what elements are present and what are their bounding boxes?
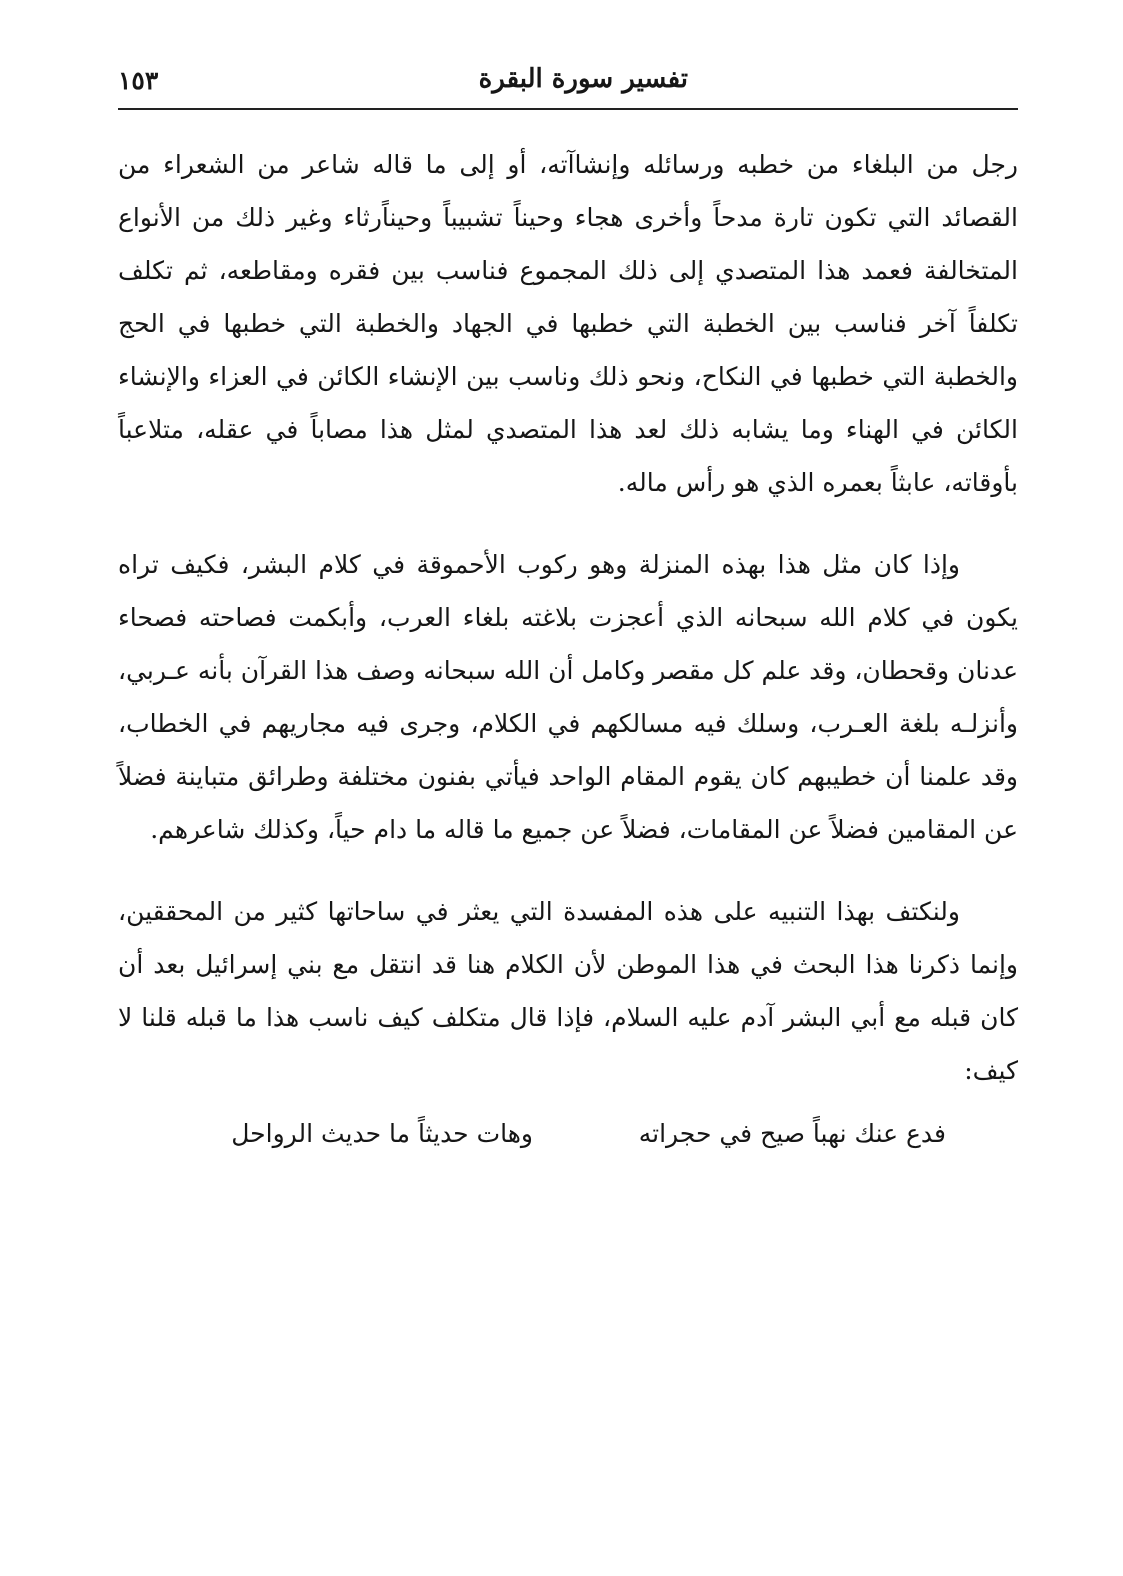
paragraph-3: ولنكتف بهذا التنبيه على هذه المفسدة التي يعثر في ساحاتها كثير من المحققين، وإنما ذكرنا هذا البحث في هذا الموطن لأن الكلام هنا قد انتقل مع بني إسرائيل بعد أن كان قبله مع أبي البشر آدم عليه السلام، فإذا قال متكلف كيف ناسب هذا ما قبله قلنا لا كيف:: [118, 897, 1018, 1085]
page-body: [118, 138, 1018, 1175]
running-header: [118, 64, 1018, 106]
paragraph-2: وإذا كان مثل هذا بهذه المنزلة وهو ركوب الأحموقة في كلام البشر، فكيف تراه يكون في كلام الله سبحانه الذي أعجزت بلاغته بلغاء العرب، وأبكمت فصاحته فصحاء عدنان وقحطان، وقد علم كل مقصر وكامل أن الله سبحانه وصف هذا القرآن بأنه عـربي، وأنزلـه بلغة العـرب، وسلك فيه مسالكهم في الكلام، وجرى فيه مجاريهم في الخطاب، وقد علمنا أن خطيبهم كان يقوم المقام الواحد فيأتي بفنون مختلفة وطرائق متباينة فضلاً عن المقامين فضلاً عن المقامات، فضلاً عن جميع ما قاله ما دام حياً، وكذلك شاعرهم.: [118, 550, 1018, 844]
running-title: تفسير سورة البقرة: [478, 64, 688, 94]
verse-second-hemistich: وهات حديثاً ما حديث الرواحل: [231, 1119, 533, 1148]
poetry-verse: [118, 1119, 1018, 1175]
header-rule: [118, 108, 1018, 110]
verse-first-hemistich: فدع عنك نهباً صيح في حجراته: [638, 1119, 946, 1148]
page-number: ١٥٣: [118, 66, 159, 95]
paragraph-1: رجل من البلغاء من خطبه ورسائله وإنشاآته، أو إلى ما قاله شاعر من الشعراء من القصائد التي تكون تارة مدحاً وأخرى هجاء وحيناً تشبيباً وحيناًرثاء وغير ذلك من الأنواع المتخالفة فعمد هذا المتصدي إلى ذلك المجموع فناسب بين فقره ومقاطعه، ثم تكلف تكلفاً آخر فناسب بين الخطبة التي خطبها في الجهاد والخطبة التي خطبها في الحج والخطبة التي خطبها في النكاح، ونحو ذلك وناسب بين الإنشاء الكائن في العزاء والإنشاء الكائن في الهناء وما يشابه ذلك لعد هذا المتصدي لمثل هذا مصاباً في عقله، متلاعباً بأوقاته، عابثاً بعمره الذي هو رأس ماله.: [118, 150, 1018, 497]
